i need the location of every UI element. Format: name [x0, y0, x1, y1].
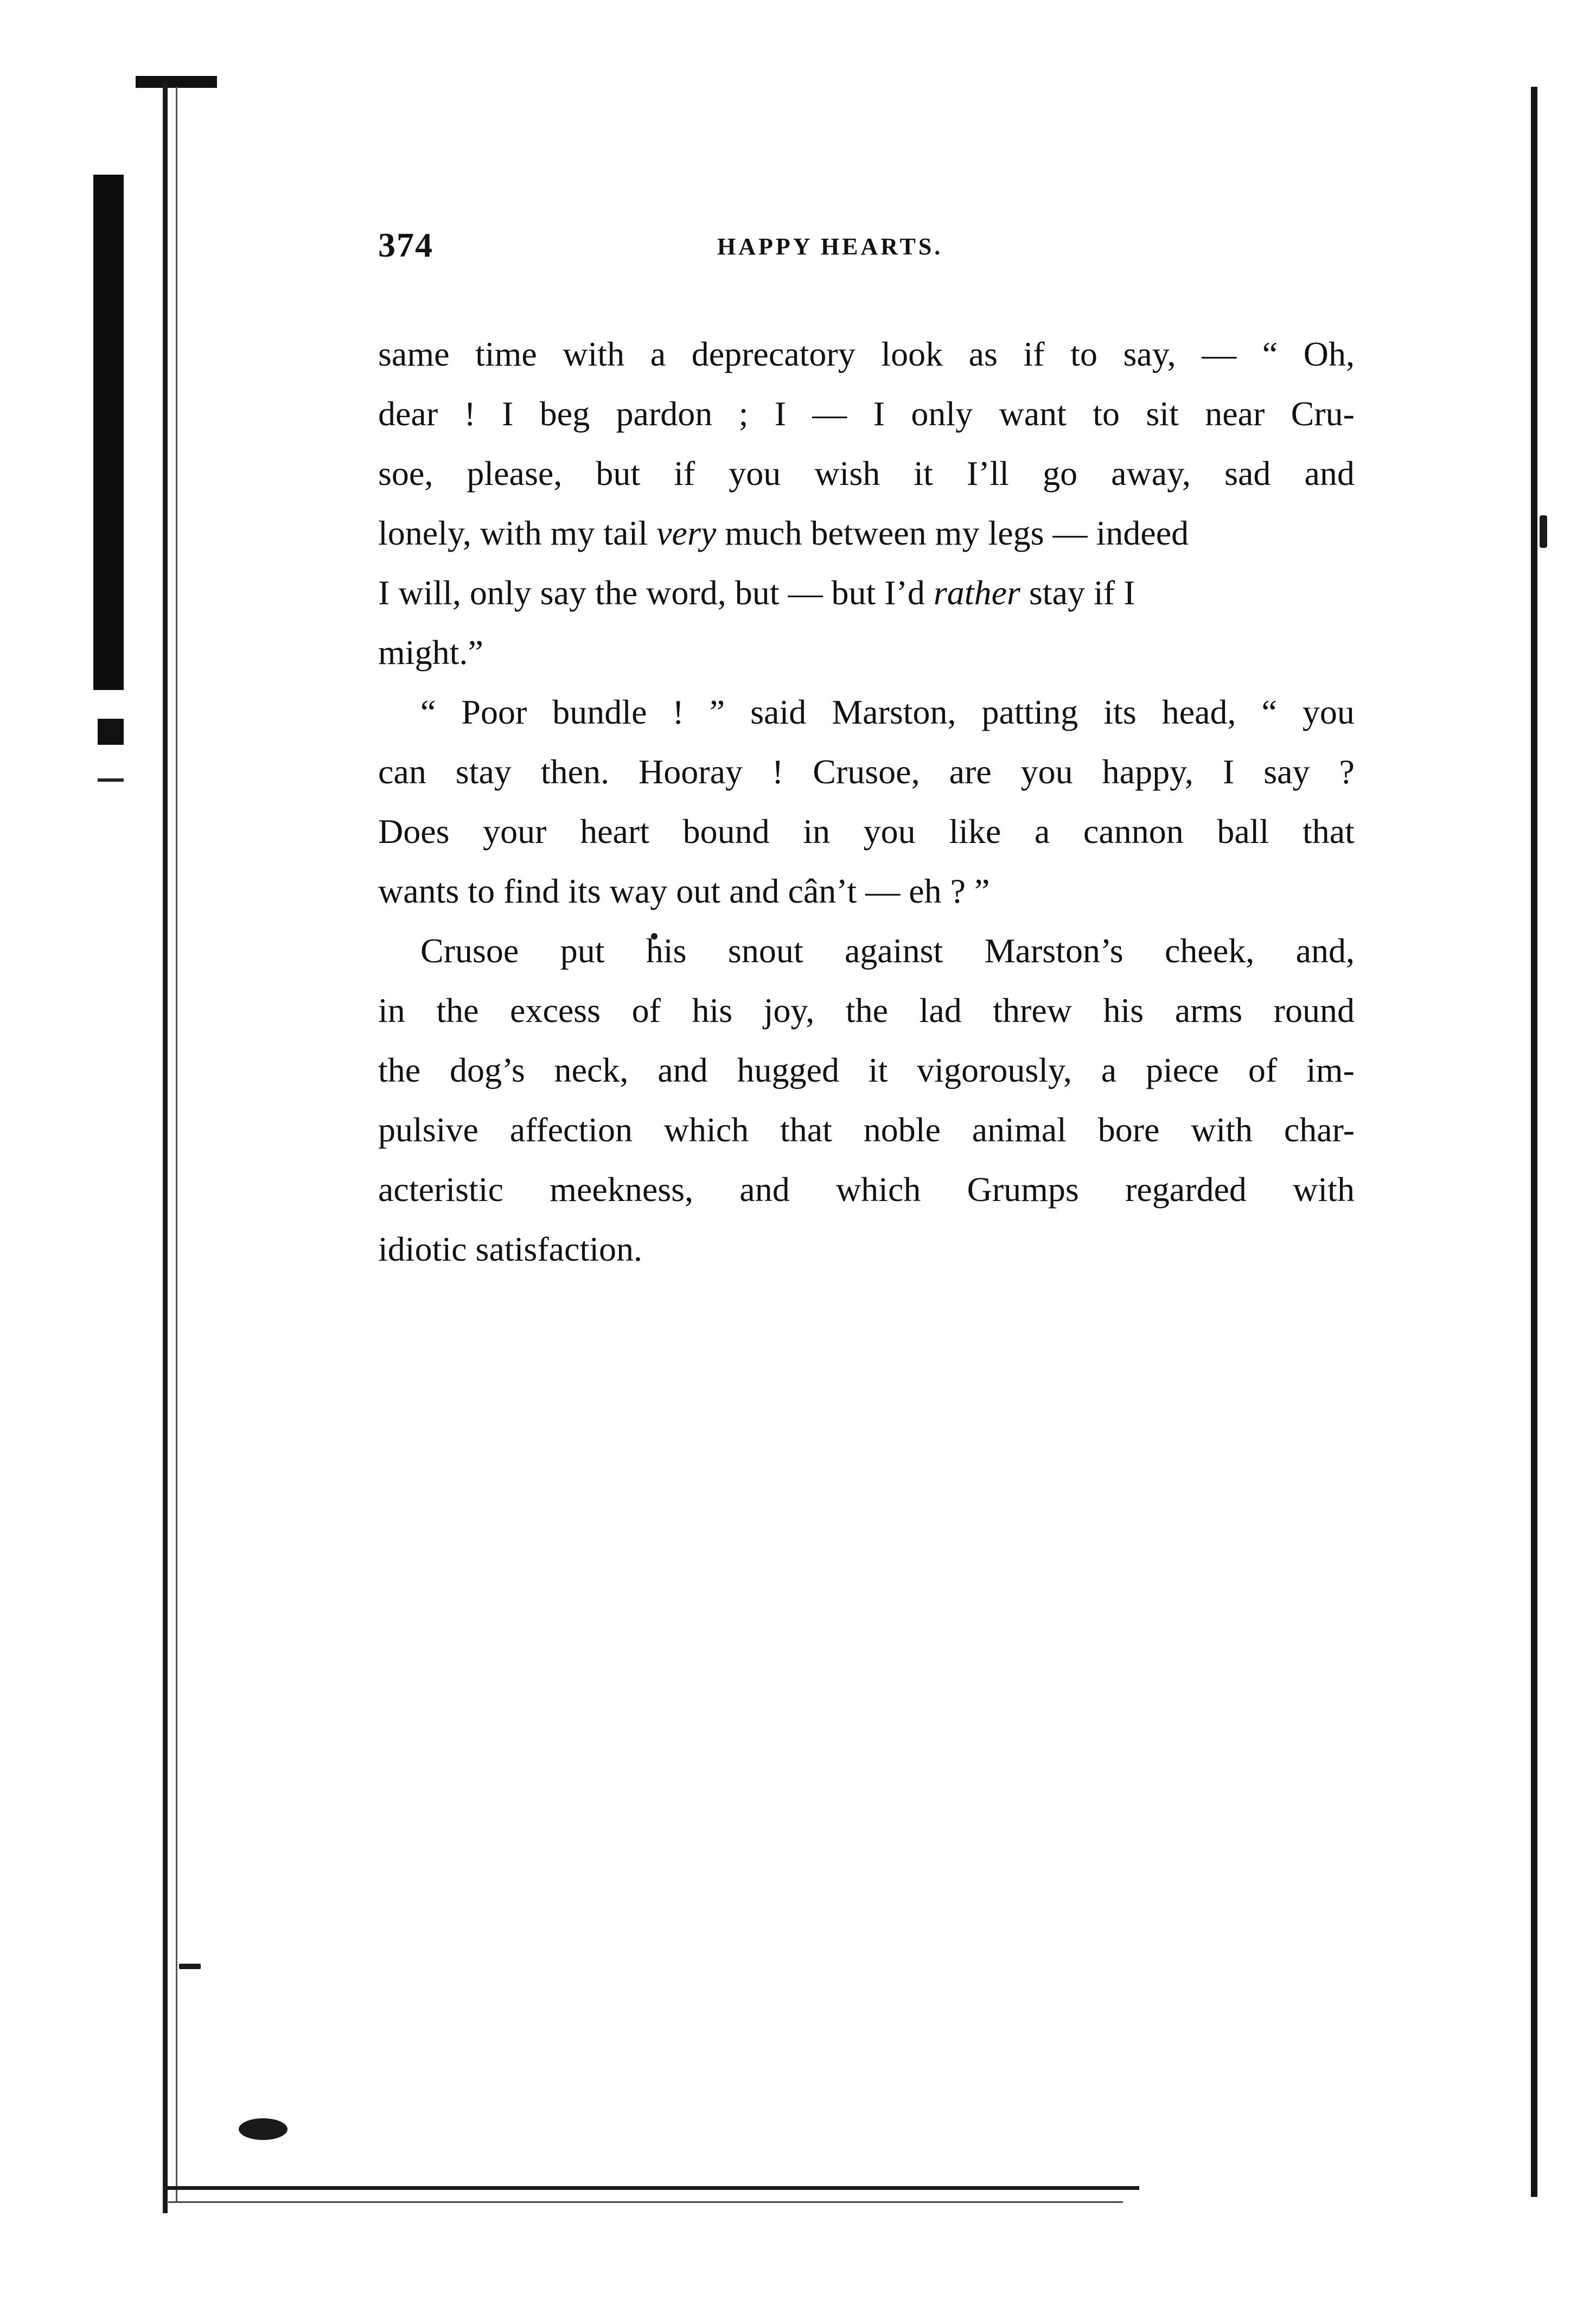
- word: if: [674, 454, 695, 493]
- word: which: [835, 1170, 921, 1209]
- page-number: 374: [378, 226, 433, 264]
- word: threw: [993, 991, 1072, 1030]
- word: same: [378, 335, 450, 373]
- word: stay: [455, 752, 512, 791]
- word: I: [774, 394, 787, 433]
- word: “: [1262, 335, 1278, 373]
- word: bundle: [552, 693, 647, 731]
- italic-emphasis: rather: [933, 573, 1020, 612]
- word: put: [560, 931, 605, 970]
- text-line: [378, 1100, 1355, 1160]
- running-title: HAPPY HEARTS.: [717, 233, 943, 260]
- scan-page-edge-bottom-inner: [168, 2201, 1123, 2203]
- word: “: [1261, 693, 1277, 731]
- word: in: [803, 812, 831, 851]
- word: go: [1043, 454, 1078, 493]
- word: Grumps: [967, 1170, 1079, 1209]
- word: heart: [580, 812, 649, 851]
- word: !: [771, 752, 784, 791]
- word: say,: [1123, 335, 1176, 373]
- text-line: [378, 1160, 1355, 1219]
- word: of: [631, 991, 661, 1030]
- word: “: [420, 693, 436, 731]
- word: piece: [1145, 1051, 1219, 1089]
- word: —: [812, 394, 847, 433]
- word: you: [729, 454, 781, 493]
- word: and: [657, 1051, 708, 1089]
- word: pulsive: [378, 1110, 478, 1149]
- word: please,: [467, 454, 563, 493]
- scan-edge-mark: [136, 76, 217, 88]
- word: dear: [378, 394, 438, 433]
- word: with: [563, 335, 625, 373]
- word: acteristic: [378, 1170, 503, 1209]
- scan-edge-mark: [98, 719, 124, 745]
- word: ”: [709, 693, 725, 731]
- word: ball: [1217, 812, 1269, 851]
- word: his: [646, 931, 687, 970]
- word: that: [780, 1110, 832, 1149]
- word: I: [502, 394, 514, 433]
- word: only: [911, 394, 973, 433]
- word: that: [1302, 812, 1355, 851]
- word: excess: [510, 991, 601, 1030]
- word: with: [1191, 1110, 1253, 1149]
- ink-smudge: [1540, 515, 1547, 548]
- word: the: [378, 1051, 421, 1089]
- text-line: [378, 921, 1355, 981]
- body-text: [378, 324, 1355, 1279]
- word: happy,: [1102, 752, 1193, 791]
- word: of: [1248, 1051, 1278, 1089]
- word: and: [739, 1170, 790, 1209]
- word: and: [1304, 454, 1355, 493]
- word: bound: [682, 812, 770, 851]
- word: against: [844, 931, 943, 970]
- word: to: [1070, 335, 1097, 373]
- word: it: [868, 1051, 888, 1089]
- word: deprecatory: [691, 335, 856, 373]
- word: but: [596, 454, 641, 493]
- word: you: [1302, 693, 1355, 731]
- word: the: [436, 991, 479, 1030]
- word: said: [750, 693, 807, 731]
- text-line: [378, 444, 1355, 503]
- word: Poor: [461, 693, 527, 731]
- word: noble: [863, 1110, 941, 1149]
- word: and,: [1295, 931, 1355, 970]
- word: arms: [1174, 991, 1243, 1030]
- word: cheek,: [1165, 931, 1255, 970]
- word: in: [378, 991, 405, 1030]
- word: Oh,: [1303, 335, 1355, 373]
- ink-smudge: [179, 1964, 201, 1969]
- word: it: [914, 454, 933, 493]
- word: —: [1202, 335, 1237, 373]
- word: beg: [539, 394, 590, 433]
- word: Marston’s: [984, 931, 1123, 970]
- word: which: [663, 1110, 749, 1149]
- scan-page-edge-left: [163, 81, 168, 2213]
- word: affection: [509, 1110, 633, 1149]
- word: !: [464, 394, 476, 433]
- word: a: [650, 335, 666, 373]
- scan-page-edge-right: [1531, 87, 1537, 2197]
- word: you: [863, 812, 916, 851]
- word: pardon: [616, 394, 713, 433]
- word: are: [949, 752, 992, 791]
- word: cannon: [1083, 812, 1184, 851]
- word: can: [378, 752, 426, 791]
- scan-page-edge-bottom: [163, 2186, 1139, 2190]
- word: like: [949, 812, 1001, 851]
- word: snout: [727, 931, 803, 970]
- word: Hooray: [639, 752, 743, 791]
- word: head,: [1161, 693, 1236, 731]
- word: joy,: [763, 991, 815, 1030]
- word: hugged: [737, 1051, 839, 1089]
- word: his: [692, 991, 733, 1030]
- word: im-: [1306, 1051, 1355, 1089]
- word: vigorously,: [917, 1051, 1072, 1089]
- word: if: [1023, 335, 1045, 373]
- word: Cru-: [1291, 394, 1355, 433]
- text-line: [378, 802, 1355, 861]
- word: Crusoe,: [813, 752, 920, 791]
- word: away,: [1111, 454, 1191, 493]
- word: wish: [814, 454, 880, 493]
- text-line: [378, 384, 1355, 444]
- word: want: [999, 394, 1067, 433]
- word: round: [1273, 991, 1355, 1030]
- ink-smudge: [239, 2118, 288, 2140]
- word: Crusoe: [420, 931, 519, 970]
- word: I’ll: [966, 454, 1010, 493]
- word: the: [845, 991, 888, 1030]
- text-line: [378, 1040, 1355, 1100]
- word: your: [483, 812, 547, 851]
- text-line: lonely, with my tail very much between my legs — indeed: [378, 514, 1189, 552]
- text-line: wants to find its way out and cân’t — eh ? ”: [378, 872, 990, 910]
- word: you: [1020, 752, 1073, 791]
- word: sad: [1224, 454, 1271, 493]
- word: ;: [738, 394, 749, 433]
- text-line: [378, 682, 1355, 742]
- text-line: [378, 324, 1355, 384]
- word: to: [1093, 394, 1120, 433]
- word: soe,: [378, 454, 433, 493]
- word: regarded: [1125, 1170, 1247, 1209]
- scan-binding-shadow: [93, 175, 124, 690]
- word: dog’s: [450, 1051, 525, 1089]
- text-line: I will, only say the word, but — but I’d rather stay if I: [378, 573, 1135, 612]
- word: time: [475, 335, 537, 373]
- word: I: [1222, 752, 1235, 791]
- word: lad: [919, 991, 962, 1030]
- word: I: [873, 394, 885, 433]
- word: Does: [378, 812, 450, 851]
- word: bore: [1097, 1110, 1160, 1149]
- word: its: [1103, 693, 1137, 731]
- word: char-: [1284, 1110, 1355, 1149]
- word: say: [1263, 752, 1310, 791]
- word: look: [881, 335, 943, 373]
- text-line: [378, 981, 1355, 1040]
- word: a: [1101, 1051, 1117, 1089]
- word: neck,: [554, 1051, 629, 1089]
- scan-edge-mark: [98, 778, 124, 782]
- word: animal: [972, 1110, 1067, 1149]
- word: patting: [981, 693, 1078, 731]
- word: with: [1293, 1170, 1355, 1209]
- text-line: [378, 742, 1355, 802]
- word: Marston,: [832, 693, 956, 731]
- word: his: [1103, 991, 1144, 1030]
- word: ?: [1339, 752, 1355, 791]
- word: then.: [540, 752, 610, 791]
- text-line: might.”: [378, 633, 483, 672]
- word: a: [1034, 812, 1050, 851]
- text-line: idiotic satisfaction.: [378, 1230, 642, 1268]
- word: as: [968, 335, 998, 373]
- scan-page-edge-left-inner: [176, 87, 177, 2202]
- word: near: [1205, 394, 1265, 433]
- word: !: [672, 693, 684, 731]
- italic-emphasis: very: [656, 514, 717, 552]
- word: meekness,: [550, 1170, 694, 1209]
- running-head: [378, 225, 1355, 269]
- word: sit: [1146, 394, 1179, 433]
